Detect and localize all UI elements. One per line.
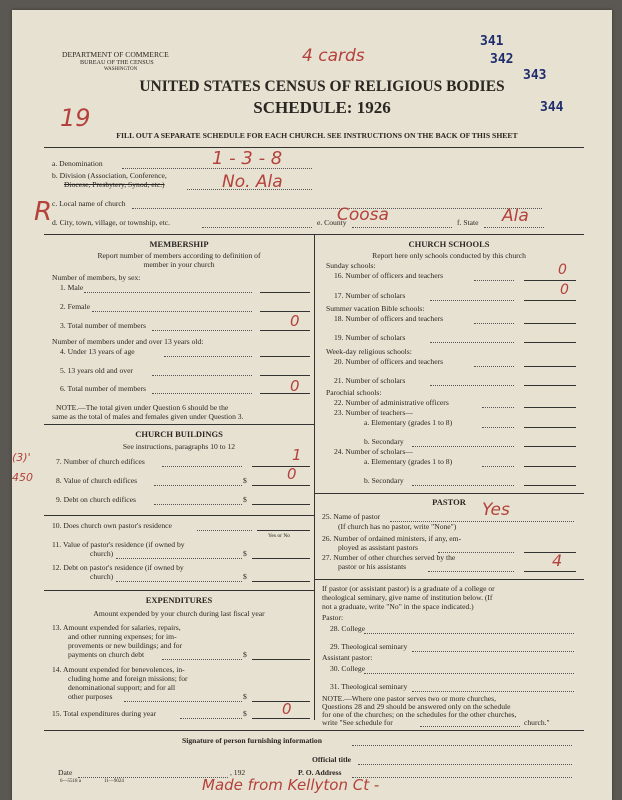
hand-margin-count: (3)' xyxy=(12,451,31,464)
q31-label: 31. Theological seminary xyxy=(330,682,408,691)
buildings-title: CHURCH BUILDINGS xyxy=(135,429,223,439)
buildings-sub: See instructions, paragraphs 10 to 12 xyxy=(122,442,236,451)
dollar-sign: $ xyxy=(243,549,247,558)
q18-label: 18. Number of officers and teachers xyxy=(334,314,444,323)
hand-total-members-q6: 0 xyxy=(290,377,300,395)
dollar-sign: $ xyxy=(243,650,247,659)
pastor-title: PASTOR xyxy=(432,497,466,507)
date-label: Date xyxy=(58,768,73,777)
grad-text-2: theological seminary, give name of institution below. (If xyxy=(322,593,493,602)
q28-label: 28. College xyxy=(330,624,366,633)
stamp-341: 341 xyxy=(480,34,504,49)
yes-no-label: Yes or No xyxy=(268,533,291,539)
membership-sub2: member in your church xyxy=(143,260,215,269)
hand-value-edifices: 0 xyxy=(287,465,297,483)
q17-label: 17. Number of scholars xyxy=(334,291,406,300)
q24-label: 24. Number of scholars— xyxy=(334,447,413,456)
hand-division: No. Ala xyxy=(222,172,283,192)
q23a-label: a. Elementary (grades 1 to 8) xyxy=(364,418,453,427)
q26b-label: ployed as assistant pastors xyxy=(338,543,418,552)
year-label: , 192 xyxy=(230,768,246,777)
hand-sunday-officers: 0 xyxy=(558,262,567,278)
po-address-label: P. O. Address xyxy=(298,768,342,777)
label-division-2: Diocese, Presbytery, Synod, etc.) xyxy=(64,180,165,189)
weekday-label: Week-day religious schools: xyxy=(326,347,412,356)
q11b-label: church) xyxy=(90,549,114,558)
grad-text-1: If pastor (or assistant pastor) is a graduate of a college or xyxy=(322,584,495,593)
hand-total-members: 0 xyxy=(290,312,300,330)
hand-denomination: 1 - 3 - 8 xyxy=(212,148,283,169)
stamp-342: 342 xyxy=(490,52,514,67)
assistant-pastor-label: Assistant pastor: xyxy=(322,653,373,662)
schedule-title: SCHEDULE: 1926 xyxy=(253,98,391,117)
grad-text-3: not a graduate, write "No" in the space indicated.) xyxy=(322,602,474,611)
label-city: d. City, town, village, or township, etc. xyxy=(52,218,171,227)
form-code-2: 11—9024 xyxy=(104,779,124,784)
q13b-label: and other running expenses; for im- xyxy=(68,632,177,641)
hand-sunday-scholars: 0 xyxy=(560,282,569,298)
label-county: e. County xyxy=(317,218,347,227)
city-name: WASHINGTON xyxy=(104,67,138,72)
q14a-label: 14. Amount expended for benevolences, in- xyxy=(52,665,185,674)
q13d-label: payments on church debt xyxy=(68,650,145,659)
q8-label: 8. Value of church edifices xyxy=(56,476,138,485)
q25-note: (If church has no pastor, write "None") xyxy=(338,522,457,531)
q16-label: 16. Number of officers and teachers xyxy=(334,271,444,280)
expenditures-sub: Amount expended by your church during last fiscal year xyxy=(93,609,265,618)
expenditures-title: EXPENDITURES xyxy=(145,595,213,605)
q6-label: 6. Total number of members xyxy=(60,384,147,393)
instruction-line: FILL OUT A SEPARATE SCHEDULE FOR EACH CHURCH. SEE INSTRUCTIONS ON THE BACK OF THIS SHEET xyxy=(116,131,518,140)
hand-margin-value: 450 xyxy=(12,471,33,484)
q27b-label: pastor or his assistants xyxy=(338,562,407,571)
hand-total-expenditures: 0 xyxy=(282,700,292,718)
q30-label: 30. College xyxy=(330,664,366,673)
q11a-label: 11. Value of pastor's residence (if owned by xyxy=(52,540,185,549)
q23-label: 23. Number of teachers— xyxy=(334,408,413,417)
label-denomination: a. Denomination xyxy=(52,159,103,168)
hand-pastor: Yes xyxy=(482,500,510,520)
label-division: b. Division (Association, Conference, xyxy=(52,171,167,180)
hand-other-churches: 4 xyxy=(552,551,563,570)
pastor-note-2: Questions 28 and 29 should be answered only on the schedule xyxy=(322,702,511,711)
hand-state: Ala xyxy=(502,206,529,226)
census-form-page xyxy=(12,10,612,800)
q5-label: 5. 13 years old and over xyxy=(60,366,133,375)
q1-label: 1. Male xyxy=(60,283,84,292)
q2-label: 2. Female xyxy=(60,302,90,311)
q13c-label: provements or new buildings; and for xyxy=(68,641,183,650)
q7-label: 7. Number of church edifices xyxy=(56,457,145,466)
hand-r-mark: R xyxy=(34,197,53,227)
q29-label: 29. Theological seminary xyxy=(330,642,408,651)
form-code-1: 6—5518 a xyxy=(60,779,81,784)
summer-label: Summer vacation Bible schools: xyxy=(326,304,425,313)
q13a-label: 13. Amount expended for salaries, repairs, xyxy=(52,623,181,632)
q24a-label: a. Elementary (grades 1 to 8) xyxy=(364,457,453,466)
bureau-name: BUREAU OF THE CENSUS xyxy=(80,59,154,66)
q19-label: 19. Number of scholars xyxy=(334,333,406,342)
signature-label: Signature of person furnishing information xyxy=(182,736,322,745)
schools-sub: Report here only schools conducted by this church xyxy=(372,251,526,260)
q25-label: 25. Name of pastor xyxy=(322,512,381,521)
stamp-344: 344 xyxy=(540,100,564,115)
dollar-sign: $ xyxy=(243,709,247,718)
hand-cards: 4 cards xyxy=(302,46,365,66)
hand-county: Coosa xyxy=(337,205,389,225)
q9-label: 9. Debt on church edifices xyxy=(56,495,136,504)
membership-note1: NOTE.—The total given under Question 6 should be the xyxy=(56,403,229,412)
hand-footer-note: Made from Kellyton Ct - xyxy=(202,776,380,794)
q12a-label: 12. Debt on pastor's residence (if owned by xyxy=(52,563,184,572)
pastor-note-3: for one of the churches; on the schedules for the other churches, xyxy=(322,710,517,719)
pastor-sub-label: Pastor: xyxy=(322,613,344,622)
q14d-label: other purposes xyxy=(68,692,113,701)
q14b-label: cluding home and foreign missions; for xyxy=(68,674,188,683)
q10-label: 10. Does church own pastor's residence xyxy=(52,521,172,530)
label-state: f. State xyxy=(457,218,479,227)
q26a-label: 26. Number of ordained ministers, if any, em- xyxy=(322,534,462,543)
q22-label: 22. Number of administrative officers xyxy=(334,398,449,407)
dollar-sign: $ xyxy=(243,572,247,581)
schools-title: CHURCH SCHOOLS xyxy=(408,239,490,249)
membership-sub1: Report number of members according to definition of xyxy=(97,251,261,260)
official-title-label: Official title xyxy=(312,755,352,764)
hand-edifices: 1 xyxy=(292,446,302,464)
membership-age-head: Number of members under and over 13 years old: xyxy=(52,337,204,346)
dept-name: DEPARTMENT OF COMMERCE xyxy=(62,50,169,59)
q4-label: 4. Under 13 years of age xyxy=(60,347,135,356)
q12b-label: church) xyxy=(90,572,114,581)
sunday-label: Sunday schools: xyxy=(326,261,376,270)
form-title: UNITED STATES CENSUS OF RELIGIOUS BODIES xyxy=(139,78,505,95)
membership-title: MEMBERSHIP xyxy=(149,239,209,249)
pastor-note-5: church." xyxy=(524,718,550,727)
q3-label: 3. Total number of members xyxy=(60,321,147,330)
stamp-343: 343 xyxy=(523,68,547,83)
parochial-label: Parochial schools: xyxy=(326,388,382,397)
dollar-sign: $ xyxy=(243,692,247,701)
q23b-label: b. Secondary xyxy=(364,437,404,446)
q15-label: 15. Total expenditures during year xyxy=(52,709,157,718)
pastor-note-4: write "See schedule for xyxy=(322,718,393,727)
label-local-name: c. Local name of church xyxy=(52,199,126,208)
dollar-sign: $ xyxy=(243,495,247,504)
membership-by-sex: Number of members, by sex: xyxy=(52,273,141,282)
q20-label: 20. Number of officers and teachers xyxy=(334,357,444,366)
q27a-label: 27. Number of other churches served by the xyxy=(322,553,456,562)
q21-label: 21. Number of scholars xyxy=(334,376,406,385)
pastor-note-1: NOTE.—Where one pastor serves two or more churches, xyxy=(322,694,496,703)
q14c-label: denominational support; and for all xyxy=(68,683,176,692)
q24b-label: b. Secondary xyxy=(364,476,404,485)
membership-note2: same as the total of males and females given under Question 3. xyxy=(52,412,244,421)
dollar-sign: $ xyxy=(243,476,247,485)
hand-number: 19 xyxy=(60,104,91,132)
